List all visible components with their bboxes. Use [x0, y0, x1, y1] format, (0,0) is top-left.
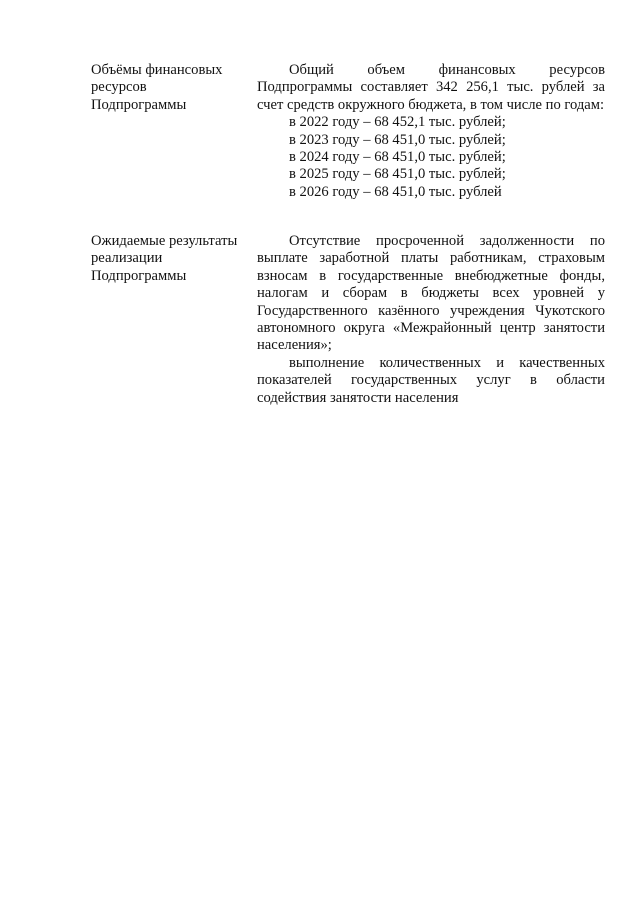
expected-result-paragraph: Отсутствие просроченной задолженности по выплате заработной платы работникам, страховым взносам в государственные внебюджетные фонды, налогам и сборам в бюджеты всех уровней у Государственного казённого учреждения Чукотского автономного округа «Межрайонный центр занятости населения»; [257, 233, 605, 354]
label-line: Подпрограммы [91, 267, 187, 284]
expected-result-paragraph: выполнение количественных и качественных показателей государственных услуг в области содействия занятости населения [257, 354, 605, 406]
year-funding-2025: в 2025 году – 68 451,0 тыс. рублей; [289, 166, 506, 183]
year-funding-2024: в 2024 году – 68 451,0 тыс. рублей; [289, 149, 506, 166]
label-line: ресурсов [91, 79, 147, 96]
label-line: Ожидаемые результаты [91, 233, 238, 249]
year-funding-2023: в 2023 году – 68 451,0 тыс. рублей; [289, 131, 506, 148]
financial-resources-content [257, 62, 605, 201]
financial-resources-label [91, 62, 241, 114]
expected-results-label [91, 233, 241, 285]
label-line: Подпрограммы [91, 96, 187, 113]
label-line: реализации [91, 250, 163, 267]
financial-resources-intro: Общий объем финансовых ресурсов Подпрограммы составляет 342 256,1 тыс. рублей за счет средств окружного бюджета, в том числе по годам: [257, 62, 605, 113]
label-line: Объёмы финансовых [91, 62, 223, 78]
year-funding-2026: в 2026 году – 68 451,0 тыс. рублей [289, 183, 502, 200]
year-funding-2022: в 2022 году – 68 452,1 тыс. рублей; [289, 114, 506, 131]
expected-results-content [257, 233, 605, 407]
